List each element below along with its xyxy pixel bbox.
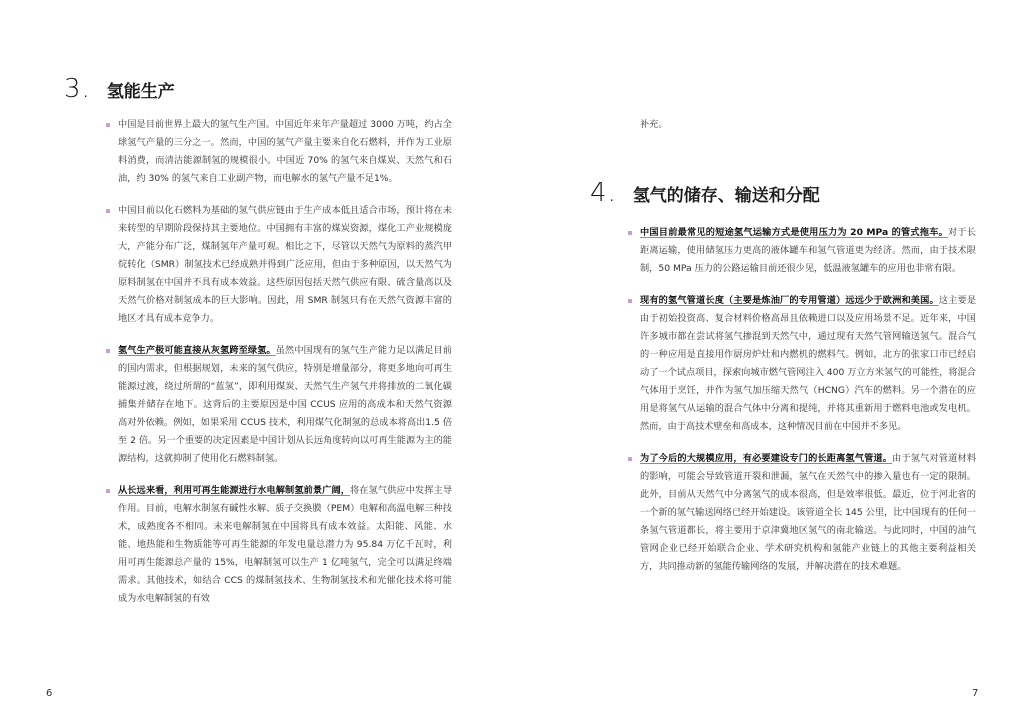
paragraph-text: 虽然中国现有的氢气生产能力足以满足目前的国内需求，但根据规划，未来的氢气供应，特别是增量部分，将更多地向可再生能源过渡，绕过所谓的“蓝氢”，即利用煤炭、天然气生产氢气并将排放的二氧化碳捕集并储存在地下。这背后的主要原因是中国 CCUS 应用的高成本和天然气资源高对外依赖。例如，如果采用 CCUS 技术，利用煤气化制氢的总成本将高出1.5 倍至 2 倍。另一个重要的决定因素是中国计划从长远角度转向以可再生能源为主的能源结构，这就抑制了使用化石燃料制氢。 xyxy=(118,345,452,464)
paragraph-text: 这主要是由于初始投资高、复合材料价格高昂且依赖进口以及应用场景不足。近年来，中国许多城市都在尝试将氢气掺混到天然气中，通过现有天然气管网输送氢气。混合气的一种应用是直接用作厨房炉灶和内燃机的燃料气。例如，北方的张家口市已经启动了一个试点项目，探索向城市燃气管网注入 400 万立方米氢气的可能性，将混合气体用于烹饪，并作为氢气加压缩天然气（HCNG）汽车的燃料。另一个潜在的应用是将氢气从运输的混合气体中分离和提纯，并将其重新用于燃料电池或发电机。然而，由于高技术壁垒和高成本，这种情况目前在中国并不多见。 xyxy=(640,295,977,432)
bullet-paragraph xyxy=(106,116,452,188)
bullet-marker xyxy=(628,231,632,235)
page-number: 7 xyxy=(972,688,979,699)
paragraph-lead-sentence: 从长远来看，利用可再生能源进行水电解制氢前景广阔， xyxy=(118,485,351,496)
bullet-marker xyxy=(106,489,110,493)
section-title: 氢能生产 xyxy=(106,81,175,102)
section-number: 3. xyxy=(64,74,91,104)
bullet-paragraph xyxy=(628,292,976,436)
bullet-marker xyxy=(106,209,110,213)
paragraph-text: 由于氢气对管道材料的影响，可能会导致管道开裂和泄漏，氢气在天然气中的掺入量也有一定的限制。此外，目前从天然气中分离氢气的成本很高，但是效率很低。最近，位于河北省的一个新的氢气输送网络已经开始建设。该管道全长 145 公里，比中国现有的任何一条氢气管道都长，将主要用于京津冀地区氢气的南北输送。与此同时，中国的油气管网企业已经开始联合企业、学术研究机构和氢能产业链上的其他主要利益相关方，共同推动新的氢能传输网络的发展，并解决潜在的技术难题。 xyxy=(640,453,977,572)
section-number: 4. xyxy=(590,178,617,208)
continuation-text: 补充。 xyxy=(640,119,668,130)
bullet-marker xyxy=(106,349,110,353)
bullet-paragraph xyxy=(628,224,976,278)
section-heading-3 xyxy=(64,74,175,104)
paragraph-lead-sentence: 中国目前最常见的短途氢气运输方式是使用压力为 20 MPa 的管式拖车。 xyxy=(640,227,949,238)
paragraph-text: 中国是目前世界上最大的氢气生产国。中国近年来年产量超过 3000 万吨，约占全球氢气产量的三分之一。然而，中国的氢气产量主要来自化石燃料，并作为工业原料消费，而清洁能源制氢的规模很小。中国近 70% 的氢气来自煤炭、天然气和石油，约 30% 的氢气来自工业副产物，而电解水的氢气产量不足1%。 xyxy=(118,119,452,184)
paragraph-text: 将在氢气供应中发挥主导作用。目前，电解水制氢有碱性水解、质子交换膜（PEM）电解和高温电解三种技术，成熟度各不相同。未来电解制氢在中国将具有成本效益。太阳能、风能、水能、地热能和生物质能等可再生能源的年发电量总潜力为 95.84 万亿千瓦时，利用可再生能源总产量的 15%，电解制氢可以生产 1 亿吨氢气，完全可以满足终端需求。其他技术，如结合 CCS 的煤制氢技术、生物制氢技术和光催化技术将可能成为水电解制氢的有效 xyxy=(118,485,453,604)
section-title: 氢气的储存、输送和分配 xyxy=(632,185,820,206)
page-number: 6 xyxy=(46,688,53,699)
right-page xyxy=(512,0,1024,724)
paragraph-lead-sentence: 氢气生产极可能直接从灰氢跨至绿氢。 xyxy=(118,345,276,356)
bullet-list xyxy=(106,116,452,608)
paragraph-text: 中国目前以化石燃料为基础的氢气供应链由于生产成本低且适合市场，预计将在未来转型的早期阶段保持其主要地位。中国拥有丰富的煤炭资源，煤化工产业规模庞大，产能分布广泛，煤制氢年产量可观。相比之下，尽管以天然气为原料的蒸汽甲烷转化（SMR）制氢技术已经成熟并得到广泛应用，但由于多种原因，以天然气为原料制氢在中国并不具有成本效益。这些原因包括天然气供应有限、硫含量高以及天然气价格对制氢成本的巨大影响。因此，用 SMR 制氢只有在天然气资源丰富的地区才具有成本竞争力。 xyxy=(118,205,452,324)
bullet-marker xyxy=(628,299,632,303)
paragraph-lead-sentence: 为了今后的大规模应用，有必要建设专门的长距离氢气管道。 xyxy=(640,453,893,464)
bullet-paragraph xyxy=(628,450,976,576)
section-heading-4 xyxy=(590,178,820,208)
bullet-paragraph xyxy=(106,202,452,328)
paragraph-text: 对于长距离运输，使用储氢压力更高的液体罐车和氢气管道更为经济。然而，由于技术限制，50 MPa 压力的公路运输目前还很少见，低温液氢罐车的应用也非常有限。 xyxy=(640,227,977,274)
bullet-list xyxy=(628,224,976,576)
bullet-paragraph xyxy=(106,482,452,608)
bullet-paragraph xyxy=(106,342,452,468)
bullet-marker xyxy=(628,457,632,461)
paragraph-lead-sentence: 现有的氢气管道长度（主要是炼油厂的专用管道）远远少于欧洲和美国。 xyxy=(640,295,939,306)
bullet-marker xyxy=(106,123,110,127)
